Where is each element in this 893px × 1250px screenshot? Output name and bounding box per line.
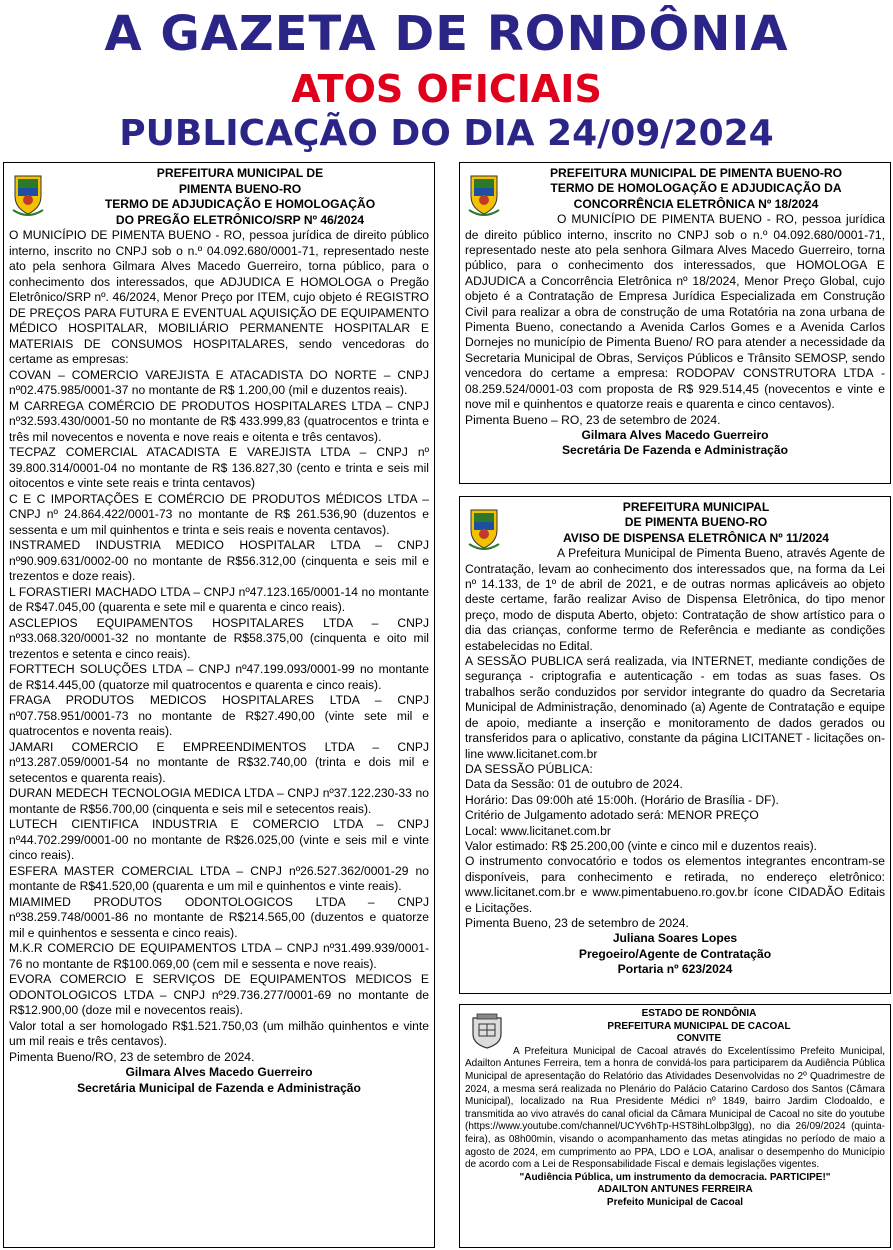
company-entry: COVAN – COMERCIO VAREJISTA E ATACADISTA DO NORTE – CNPJ nº02.475.985/0001-37 no montante de R$ 1.200,00 (mil e duzentos reais).	[9, 367, 429, 397]
session-line: Local: www.licitanet.com.br	[465, 823, 611, 838]
header-line: ESTADO DE RONDÔNIA	[641, 1008, 757, 1019]
signer-name: Gilmara Alves Macedo Guerreiro	[125, 1065, 313, 1079]
company-entry: FORTTECH SOLUÇÕES LTDA – CNPJ nº47.199.093/0001-99 no montante de R$14.445,00 (quatorze mil quatrocentos e quarenta e cinco reais).	[9, 662, 429, 692]
pimenta-bueno-crest-icon	[11, 170, 45, 218]
company-entry: ESFERA MASTER COMERCIAL LTDA – CNPJ nº26.527.362/0001-29 no montante de R$41.520,00 (quarenta e um mil e quinhentos e vinte reais).	[9, 863, 429, 893]
company-entry: C E C IMPORTAÇÕES E COMÉRCIO DE PRODUTOS MÉDICOS LTDA – CNPJ nº 24.864.422/0001-73 no montante de R$ 261.536,90 (duzentos e sessenta e um mil quinhentos e trinta e seis reais e noventa centavos).	[9, 491, 429, 537]
company-entry: TECPAZ COMERCIAL ATACADISTA E VAREJISTA LTDA – CNPJ nº 39.800.314/0001-04 no montante de R$ 136.827,30 (cento e trinta e seis mil oitocentos e vinte sete reais e trinta centavos)	[9, 445, 429, 490]
signer-name: Juliana Soares Lopes	[612, 931, 738, 946]
session-line: Critério de Julgamento adotado será: MENOR PREÇO	[465, 808, 759, 823]
signer-role: Prefeito Municipal de Cacoal	[606, 1196, 744, 1208]
cacoal-crest-icon	[467, 1010, 507, 1050]
company-entry: INSTRAMED INDUSTRIA MEDICO HOSPITALAR LTDA – CNPJ nº90.909.631/0002-00 no montante de R$56.312,00 (cinquenta e seis mil e trezentos e doze reais).	[9, 538, 429, 583]
notice-body: A SESSÃO PUBLICA será realizada, via INTERNET, mediante condições de segurança - criptografia e autenticação - em todas as suas fases. Os trabalhos serão conduzidos por servidor integrante do quadro da Secretaria Municipal de Administração, denominado (a) Agente de Contratação e equipe de apoio, mediante a inserção e monitoramento de dados gerados ou transferidos para o aplicativo, constante da página LICITANET - licitações on-line www.licitanet.com.br	[465, 654, 885, 761]
session-title: DA SESSÃO PÚBLICA:	[465, 761, 593, 776]
company-entry: DURAN MEDECH TECNOLOGIA MEDICA LTDA – CNPJ nº37.122.230-33 no montante de R$56.700,00 (cinquenta e seis mil e setecentos reais).	[9, 786, 429, 816]
company-entry: EVORA COMERCIO E SERVIÇOS DE EQUIPAMENTOS MEDICOS E ODONTOLOGICOS LTDA – CNPJ nº29.736.277/0001-69 no montante de R$12.900,00 (doze mil e novecentos reais).	[9, 972, 429, 1017]
publication-date: PUBLICAÇÃO DO DIA 24/09/2024	[119, 113, 774, 154]
newspaper-title: A GAZETA DE RONDÔNIA	[104, 6, 789, 62]
section-title: ATOS OFICIAIS	[291, 67, 602, 111]
signer-name: ADAILTON ANTUNES FERREIRA	[597, 1184, 753, 1196]
notice-cacoal-convite	[459, 1004, 891, 1248]
header-line: AVISO DE DISPENSA ELETRÔNICA Nº 11/2024	[562, 530, 830, 545]
notice-body: O MUNICÍPIO DE PIMENTA BUENO - RO, pessoa jurídica de direito público interno, inscrito no CNPJ sob o n.º 04.092.680/0001-71, representado neste ato pela senhora Gilmara Alves Macedo Guerreiro, torna público, para o conhecimento dos interessados, que HOMOLOGA E ADJUDICA a Concorrência Eletrônica nº 18/2024, Menor Preço Global, cujo objeto é a Contratação de Empresa Jurídica Especializada em Construção Civil para realizar a obra de construção de uma Rotatória na zona urbana de Pimenta Bueno, conectando a Avenida Carlos Gomes e a Avenida Carlos Dornejes no município de Pimenta Bueno/ RO para atender a necessidade da Secretaria Municipal de Obras, Serviços Públicos e Trânsito SEMOSP, sendo vencedora do certame a empresa: RODOPAV CONSTRUTORA LTDA - 08.259.524/0001-03 com proposta de R$ 929.514,45 (novecentos e vinte e nove mil e quinhentos e quatorze reais e quarenta e cinco centavos).	[465, 212, 885, 412]
signer-role: Secretária De Fazenda e Administração	[561, 443, 789, 458]
notice-body: A Prefeitura Municipal de Cacoal através do Excelentíssimo Prefeito Municipal, Adailton Antunes Ferreira, tem a honra de convidá-los para participarem da Audiência Pública Municipal de apresentação do Relatório das Atividades Desenvolvidas no 2º Quadrimestre de 2024, a mesma será realizada no Plenário do Palácio Catarino Cardoso dos Santos (Câmara Municipal), localizado na Rua Presidente Médici nº 1849, bairro Jardim Clodoaldo, e transmitida ao vivo através do canal oficial da Câmara Municipal de Cacoal no site do youtube (https://www.youtube.com/channel/UCYv6hTp-HST8ihLolbp3lgg), no dia 26/09/2024 (quinta-feira), as 08h00min, visando o acompanhamento das metas atingidas no período de maio a agosto de 2024, em cumprimento ao PPA, LDO e LOA, analisar o desempenho do Município de acordo com a Lei de Responsabilidade Fiscal e demais legislações vigentes.	[465, 1045, 885, 1171]
place-date: Pimenta Bueno, 23 de setembro de 2024.	[465, 915, 689, 930]
header-line: DE PIMENTA BUENO-RO	[624, 515, 768, 530]
header-line: CONCORRÊNCIA ELETRÔNICA Nº 18/2024	[573, 196, 819, 211]
notice-header	[465, 1008, 885, 1046]
notice-motto: "Audiência Pública, um instrumento da democracia. PARTICIPE!"	[519, 1171, 831, 1183]
header-line: CONVITE	[676, 1033, 722, 1045]
company-entry: LUTECH CIENTIFICA INDUSTRIA E COMERCIO LTDA – CNPJ nº44.702.299/0001-00 no montante de R$26.025,00 (vinte e seis mil e vinte cinco reais).	[9, 817, 429, 862]
place-date: Pimenta Bueno – RO, 23 de setembro de 2024.	[465, 412, 721, 427]
company-entry: M.K.R COMERCIO DE EQUIPAMENTOS LTDA – CNPJ nº31.499.939/0001-76 no montante de R$100.069,00 (cem mil e sessenta e nove reais).	[9, 941, 429, 971]
header-line: DO PREGÃO ELETRÔNICO/SRP Nº 46/2024	[115, 212, 365, 227]
signer-portaria: Portaria nº 623/2024	[617, 962, 733, 977]
header-line: TERMO DE HOMOLOGAÇÃO E ADJUDICAÇÃO DA	[550, 181, 842, 196]
notice-intro: O MUNICÍPIO DE PIMENTA BUENO - RO, pessoa jurídica de direito público interno, inscrito no CNPJ sob o n.º 04.092.680/0001-71, representado neste ato pela senhora Gilmara Alves Macedo Guerreiro, torna público, para o conhecimento dos interessados, que ADJUDICA E HOMOLOGA o Pregão Eletrônico/SRP nº. 46/2024, Menor Preço por ITEM, cujo objeto é REGISTRO DE PREÇOS PARA FUTURA E EVENTUAL AQUISIÇÃO DE EQUIPAMENTO MÉDICO HOSPITALAR, MOBILIÁRIO PERMANENTE HOSPITALAR E MATERIAIS DE CONSUMOS HOSPITALARES, sendo vencedoras do certame as empresas:	[9, 228, 429, 366]
company-entry: FRAGA PRODUTOS MEDICOS HOSPITALARES LTDA – CNPJ nº07.758.951/0001-73 no montante de R$27.490,00 (vinte sete mil e quatrocentos e noventa reais).	[9, 693, 429, 738]
session-line: Horário: Das 09:00h até 15:00h. (Horário de Brasília - DF).	[465, 792, 779, 807]
header-line: TERMO DE ADJUDICAÇÃO E HOMOLOGAÇÃO	[104, 197, 376, 211]
notice-header	[465, 500, 885, 546]
total-value: Valor total a ser homologado R$1.521.750,03 (um milhão quinhentos e vinte um mil reais e três centavos).	[9, 1018, 429, 1048]
signer-role: Secretária Municipal de Fazenda e Administração	[77, 1080, 361, 1095]
header-line: PREFEITURA MUNICIPAL DE PIMENTA BUENO-RO	[549, 166, 843, 180]
header-line: PIMENTA BUENO-RO	[178, 181, 302, 196]
header-line: PREFEITURA MUNICIPAL DE CACOAL	[607, 1020, 791, 1032]
session-line: Valor estimado: R$ 25.200,00 (vinte e cinco mil e duzentos reais).	[465, 838, 818, 853]
pimenta-bueno-crest-icon	[467, 504, 501, 552]
notice-pregao-46-2024	[3, 162, 435, 1248]
header-line: PREFEITURA MUNICIPAL	[622, 500, 770, 514]
notice-header	[465, 166, 885, 212]
notice-concorrencia-18-2024	[459, 162, 891, 484]
notice-body: A Prefeitura Municipal de Pimenta Bueno, através Agente de Contratação, levam ao conhecimento dos interessados que, na forma da Lei nº 14.133, de 1º de abril de 2021, e de outras normas aplicáveis ao objeto deste certame, farão realizar Aviso de Dispensa Eletrônica, do tipo menor preço, modo de disputa Aberto, objeto: Contratação de show artístico para o dia das crianças, conforme termo de Referência e mediante as condições estabelecidas no Edital.	[465, 546, 885, 653]
company-entry: MIAMIMED PRODUTOS ODONTOLOGICOS LTDA – CNPJ nº38.259.748/0001-86 no montante de R$214.565,00 (duzentos e quatorze mil e quinhentos e sessenta e cinco reais).	[9, 894, 429, 940]
notice-header	[9, 166, 429, 228]
company-entry: JAMARI COMERCIO E EMPREENDIMENTOS LTDA – CNPJ nº13.287.059/0001-54 no montante de R$32.740,00 (trinta e dois mil e setecentos e quarenta reais).	[9, 739, 429, 785]
signer-role: Pregoeiro/Agente de Contratação	[578, 946, 772, 961]
session-line: Data da Sessão: 01 de outubro de 2024.	[465, 777, 683, 792]
notice-dispensa-11-2024	[459, 496, 891, 994]
company-entry: ASCLEPIOS EQUIPAMENTOS HOSPITALARES LTDA – CNPJ nº33.068.320/0001-32 no montante de R$58.375,00 (cinquenta e oito mil trezentos e setenta e cinco reais).	[9, 615, 429, 661]
pimenta-bueno-crest-icon	[467, 170, 501, 218]
header-line: PREFEITURA MUNICIPAL DE	[156, 166, 324, 180]
place-date: Pimenta Bueno/RO, 23 de setembro de 2024.	[9, 1049, 255, 1064]
company-entry: L FORASTIERI MACHADO LTDA – CNPJ nº47.123.165/0001-14 no montante de R$47.045,00 (quarenta e sete mil e quarenta e cinco reais).	[9, 584, 429, 614]
signer-name: Gilmara Alves Macedo Guerreiro	[581, 427, 769, 442]
company-entry: M CARREGA COMÉRCIO DE PRODUTOS HOSPITALARES LTDA – CNPJ nº32.593.430/0001-50 no montante de R$ 433.999,83 (quatrocentos e trinta e três mil novecentos e noventa e nove reais e oitenta e três centavos).	[9, 398, 429, 444]
notice-body: O instrumento convocatório e todos os elementos integrantes encontram-se disponíveis, para conhecimento e retirada, no endereço eletrônico: www.licitanet.com.br e www.pimentabueno.ro.gov.br ícone CIDADÃO Editais e Licitações.	[465, 854, 885, 915]
